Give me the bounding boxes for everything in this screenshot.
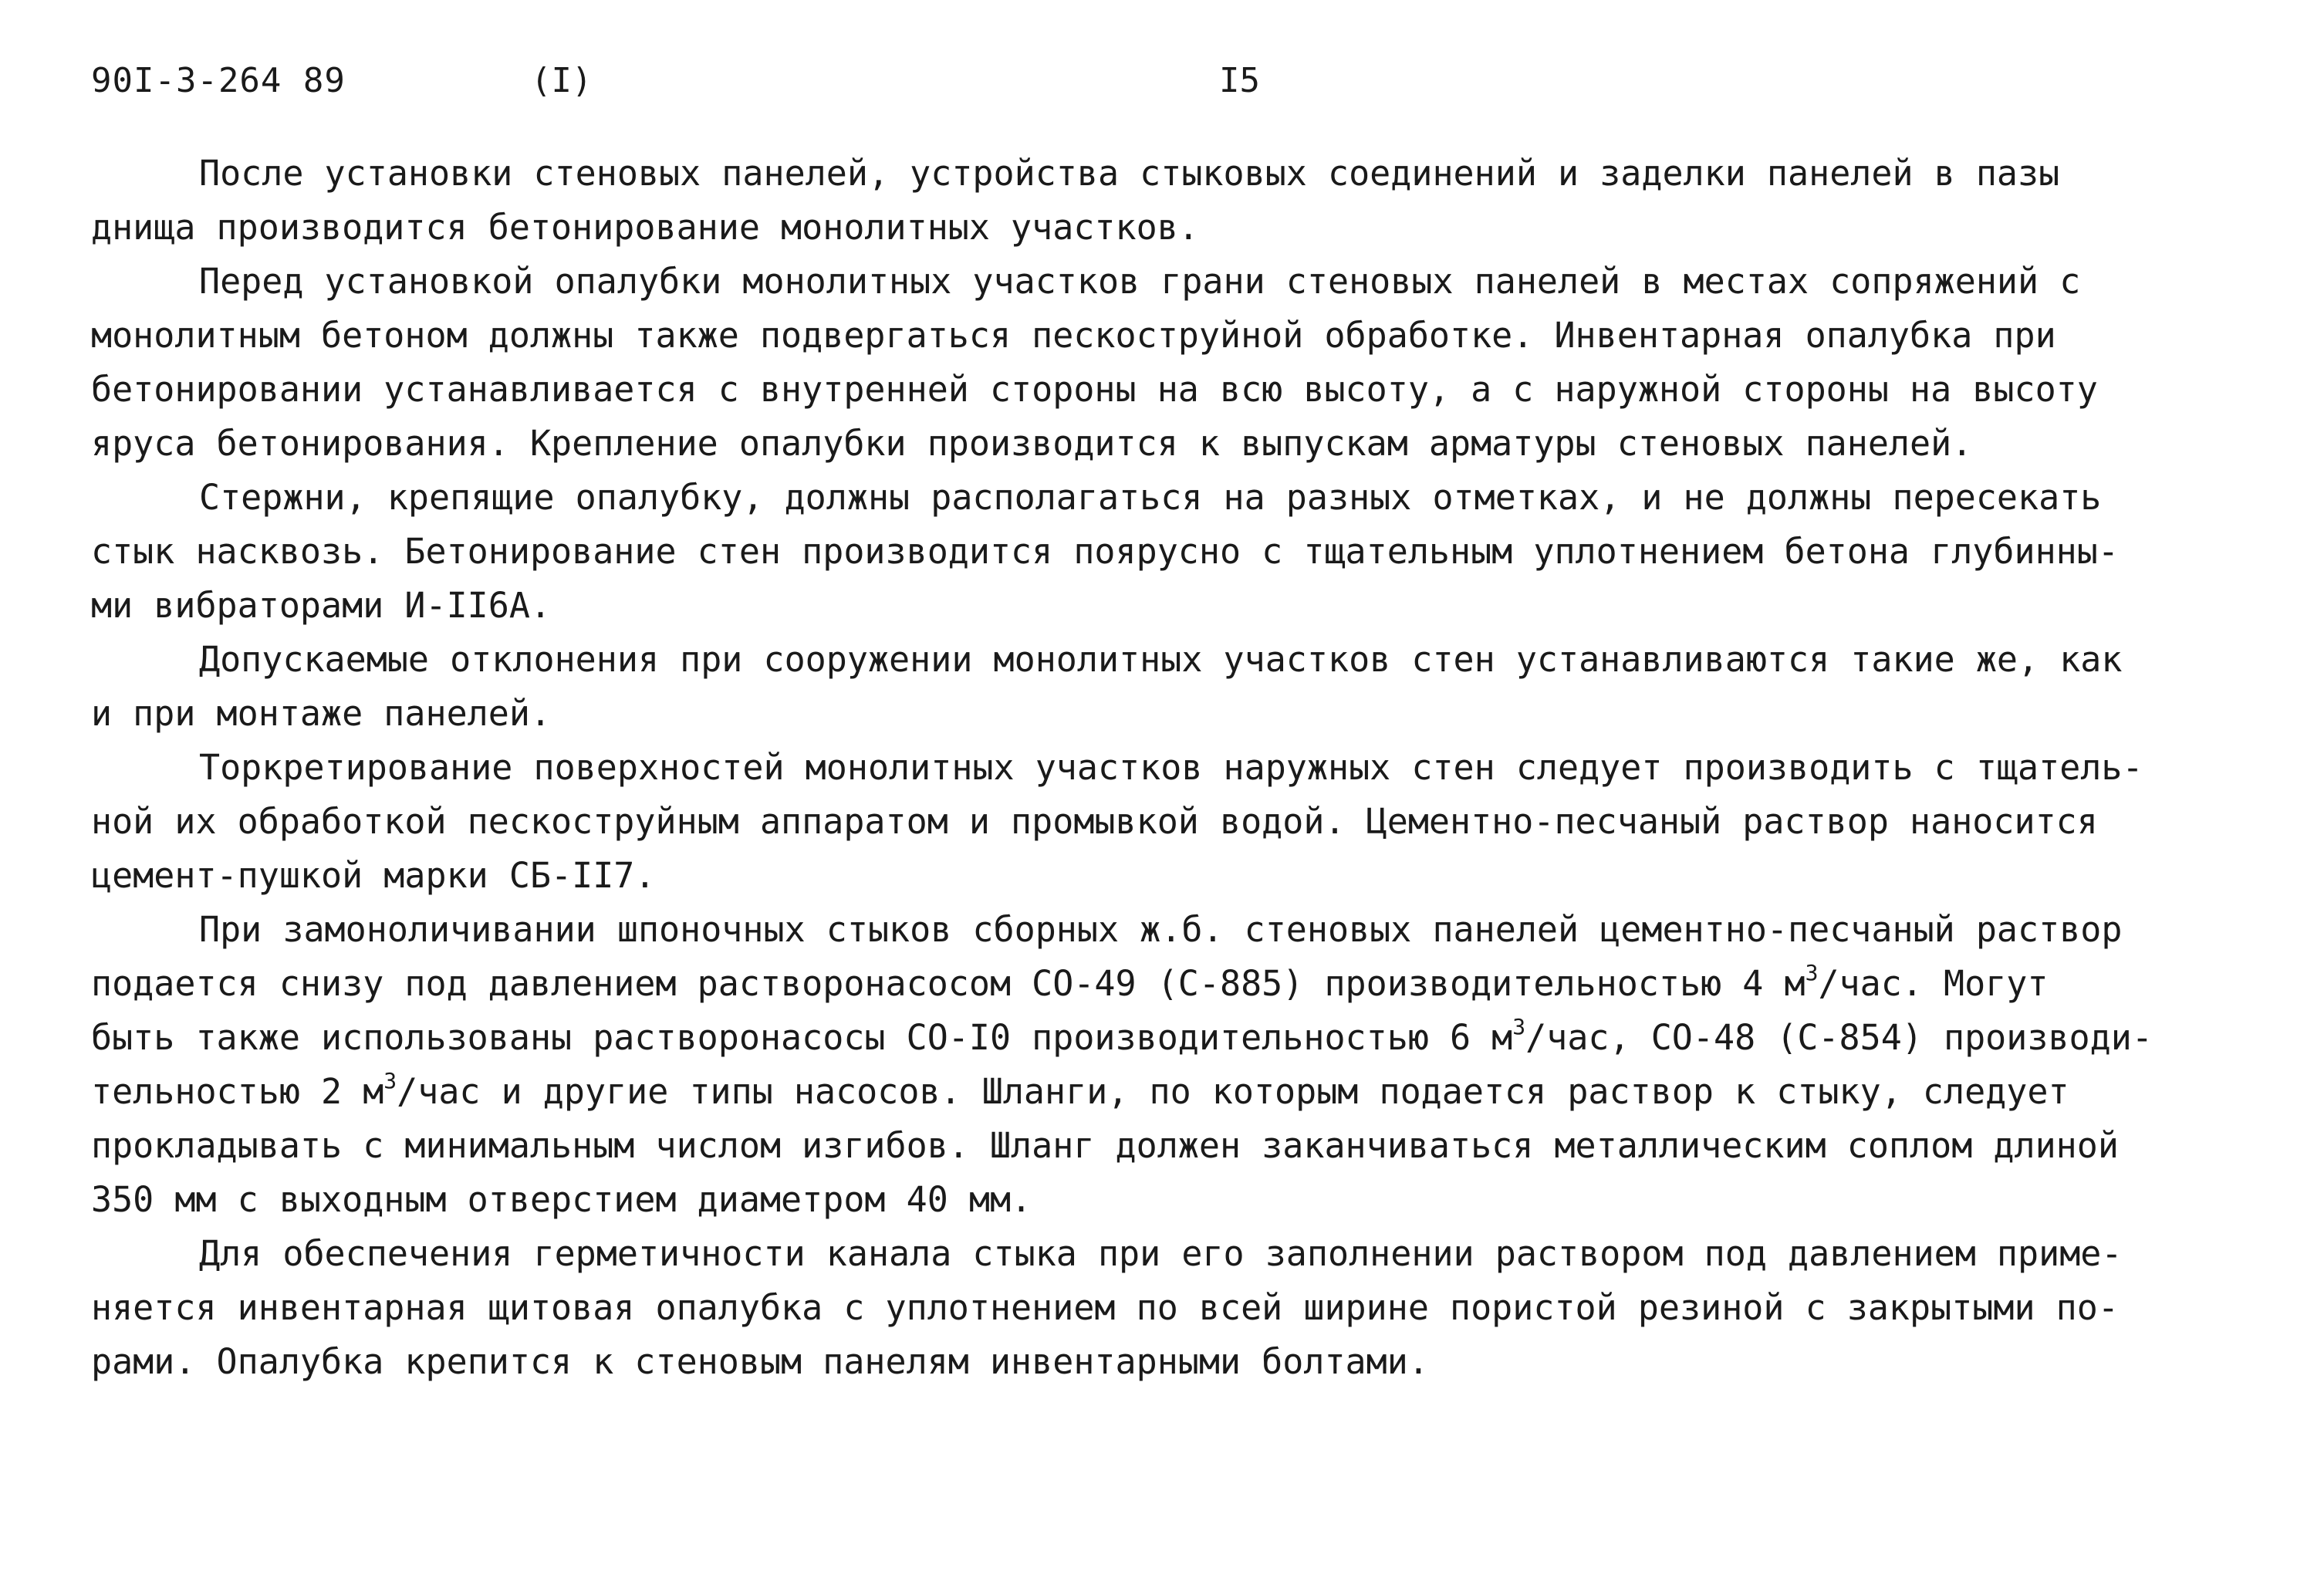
text-line: ми вибраторами И-II6А.: [91, 585, 552, 626]
text-segment: подается снизу под давлением растворонасосом СО-49 (С-885) производительностью 4 м: [91, 963, 1805, 1004]
text-line: При замоноличивании шпоночных стыков сборных ж.б. стеновых панелей цементно-песчаный раствор: [199, 909, 2123, 950]
text-line: Торкретирование поверхностей монолитных участков наружных стен следует производить с тщатель-: [199, 747, 2143, 788]
text-segment: быть также использованы растворонасосы СО-I0 производительностью 6 м: [91, 1017, 1513, 1058]
paragraph-formwork: [91, 255, 2282, 471]
text-line: Перед установкой опалубки монолитных участков грани стеновых панелей в местах сопряжений с: [199, 261, 2081, 302]
paragraph-grouting: [91, 903, 2282, 1227]
superscript: 3: [1512, 1014, 1526, 1039]
text-segment: /час, СО-48 (С-854) производи-: [1525, 1017, 2153, 1058]
text-line: [91, 957, 2282, 1011]
text-line: цемент-пушкой марки СБ-II7.: [91, 855, 656, 896]
text-line: [91, 1011, 2282, 1065]
superscript: 3: [383, 1068, 397, 1093]
sheet-mark: (I): [531, 61, 593, 100]
text-line: прокладывать с минимальным числом изгибов. Шланг должен заканчиваться металлическим соплом длиной: [91, 1125, 2119, 1166]
text-line: Стержни, крепящие опалубку, должны располагаться на разных отметках, и не должны пересекать: [199, 477, 2102, 518]
text-line: яруса бетонирования. Крепление опалубки производится к выпускам арматуры стеновых панелей.: [91, 423, 1973, 464]
text-line: рами. Опалубка крепится к стеновым панелям инвентарными болтами.: [91, 1341, 1429, 1382]
text-line: стык насквозь. Бетонирование стен производится поярусно с тщательным уплотнением бетона глубинны-: [91, 531, 2119, 572]
paragraph-shotcrete: [91, 741, 2282, 903]
paragraph-rods: [91, 471, 2282, 633]
text-line: бетонировании устанавливается с внутренней стороны на всю высоту, а с наружной стороны на высоту: [91, 369, 2098, 410]
page-header: [91, 54, 2290, 108]
text-line: няется инвентарная щитовая опалубка с уплотнением по всей ширине пористой резиной с закрытыми по-: [91, 1287, 2119, 1328]
text-segment: тельностью 2 м: [91, 1071, 384, 1112]
document-code: 90I-3-264 89: [91, 61, 346, 100]
text-line: Допускаемые отклонения при сооружении монолитных участков стен устанавливаются такие же, как: [199, 639, 2123, 680]
text-line: Для обеспечения герметичности канала стыка при его заполнении раствором под давлением приме-: [199, 1233, 2123, 1274]
page-number: I5: [1219, 61, 1260, 100]
text-line: и при монтаже панелей.: [91, 693, 552, 734]
text-line: днища производится бетонирование монолитных участков.: [91, 207, 1199, 248]
paragraph-tolerances: [91, 633, 2282, 741]
text-segment: /час и другие типы насосов. Шланги, по которым подается раствор к стыку, следует: [397, 1071, 2069, 1112]
text-line: монолитным бетоном должны также подвергаться пескоструйной обработке. Инвентарная опалубка при: [91, 315, 2056, 356]
superscript: 3: [1805, 960, 1819, 985]
paragraph-panel-installation: [91, 147, 2282, 255]
text-line: [91, 1065, 2282, 1119]
text-line: ной их обработкой пескоструйным аппаратом и промывкой водой. Цементно-песчаный раствор наносится: [91, 801, 2098, 842]
body-text: [91, 147, 2282, 1389]
text-segment: /час. Могут: [1818, 963, 2049, 1004]
text-line: 350 мм с выходным отверстием диаметром 40 мм.: [91, 1179, 1032, 1220]
paragraph-sealing: [91, 1227, 2282, 1389]
text-line: После установки стеновых панелей, устройства стыковых соединений и заделки панелей в пазы: [199, 153, 2060, 194]
